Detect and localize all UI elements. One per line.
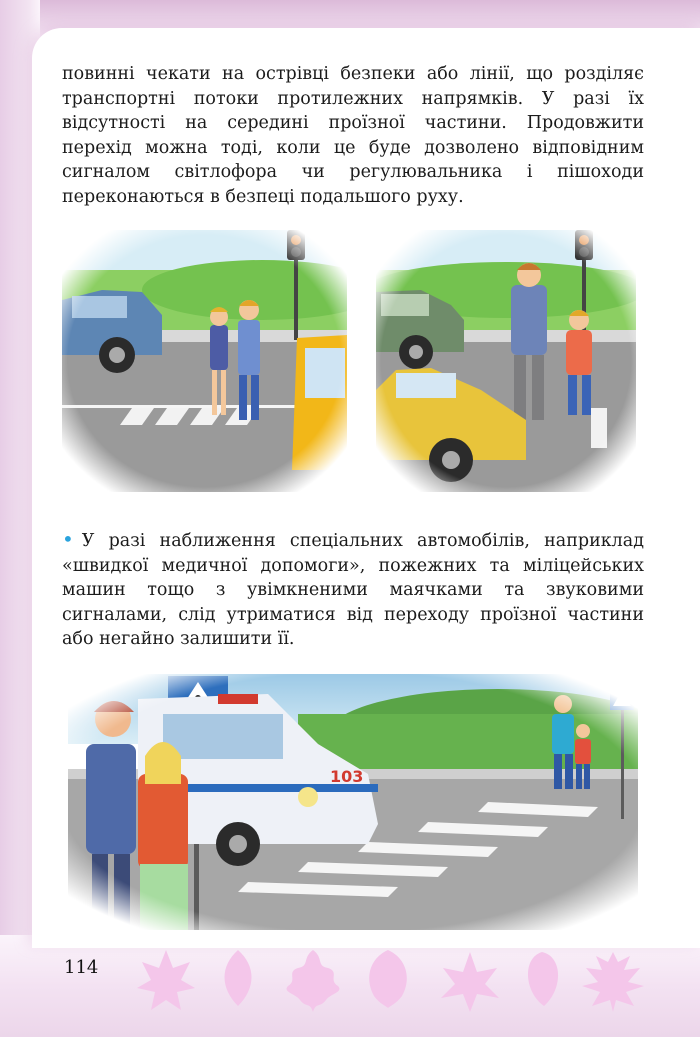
illustration-car-passing-pedestrians <box>376 230 636 492</box>
illustration-ambulance-at-crossing <box>68 674 638 930</box>
round-leaf-icon <box>520 948 564 1010</box>
birch-leaf-icon <box>218 948 258 1010</box>
paragraph-special-vehicles-text: У разі наближення спеціальних автомобілів, наприклад «швидкої медичної допомоги», пожежних та міліцейських машин тощо з увімкненими маячками та звуковими сигналами, слід утриматися від переходу проїзної частини або негайно залишити її. <box>62 531 644 649</box>
oak-leaf-icon <box>280 948 346 1014</box>
serrated-leaf-icon <box>362 948 414 1010</box>
bullet-icon: • <box>62 527 74 551</box>
illustration-pedestrians-waiting-middle <box>62 230 347 492</box>
paragraph-special-vehicles <box>62 527 644 652</box>
chestnut-leaf-icon <box>437 948 503 1014</box>
page-number: 114 <box>64 957 99 978</box>
maple-leaf-icon <box>135 948 197 1018</box>
paragraph-median-crossing: повинні чекати на острівці безпеки або лінії, що розділяє транспортні потоки протилежних напрямків. У разі їх відсутності на середині проїзної частини. Продовжити перехід можна тоді, коли це буде дозволено відповідним сигналом світлофора чи регулювальника і пішоходи переконаються в безпеці подальшого руху. <box>62 64 644 207</box>
fern-leaf-icon <box>578 948 648 1014</box>
